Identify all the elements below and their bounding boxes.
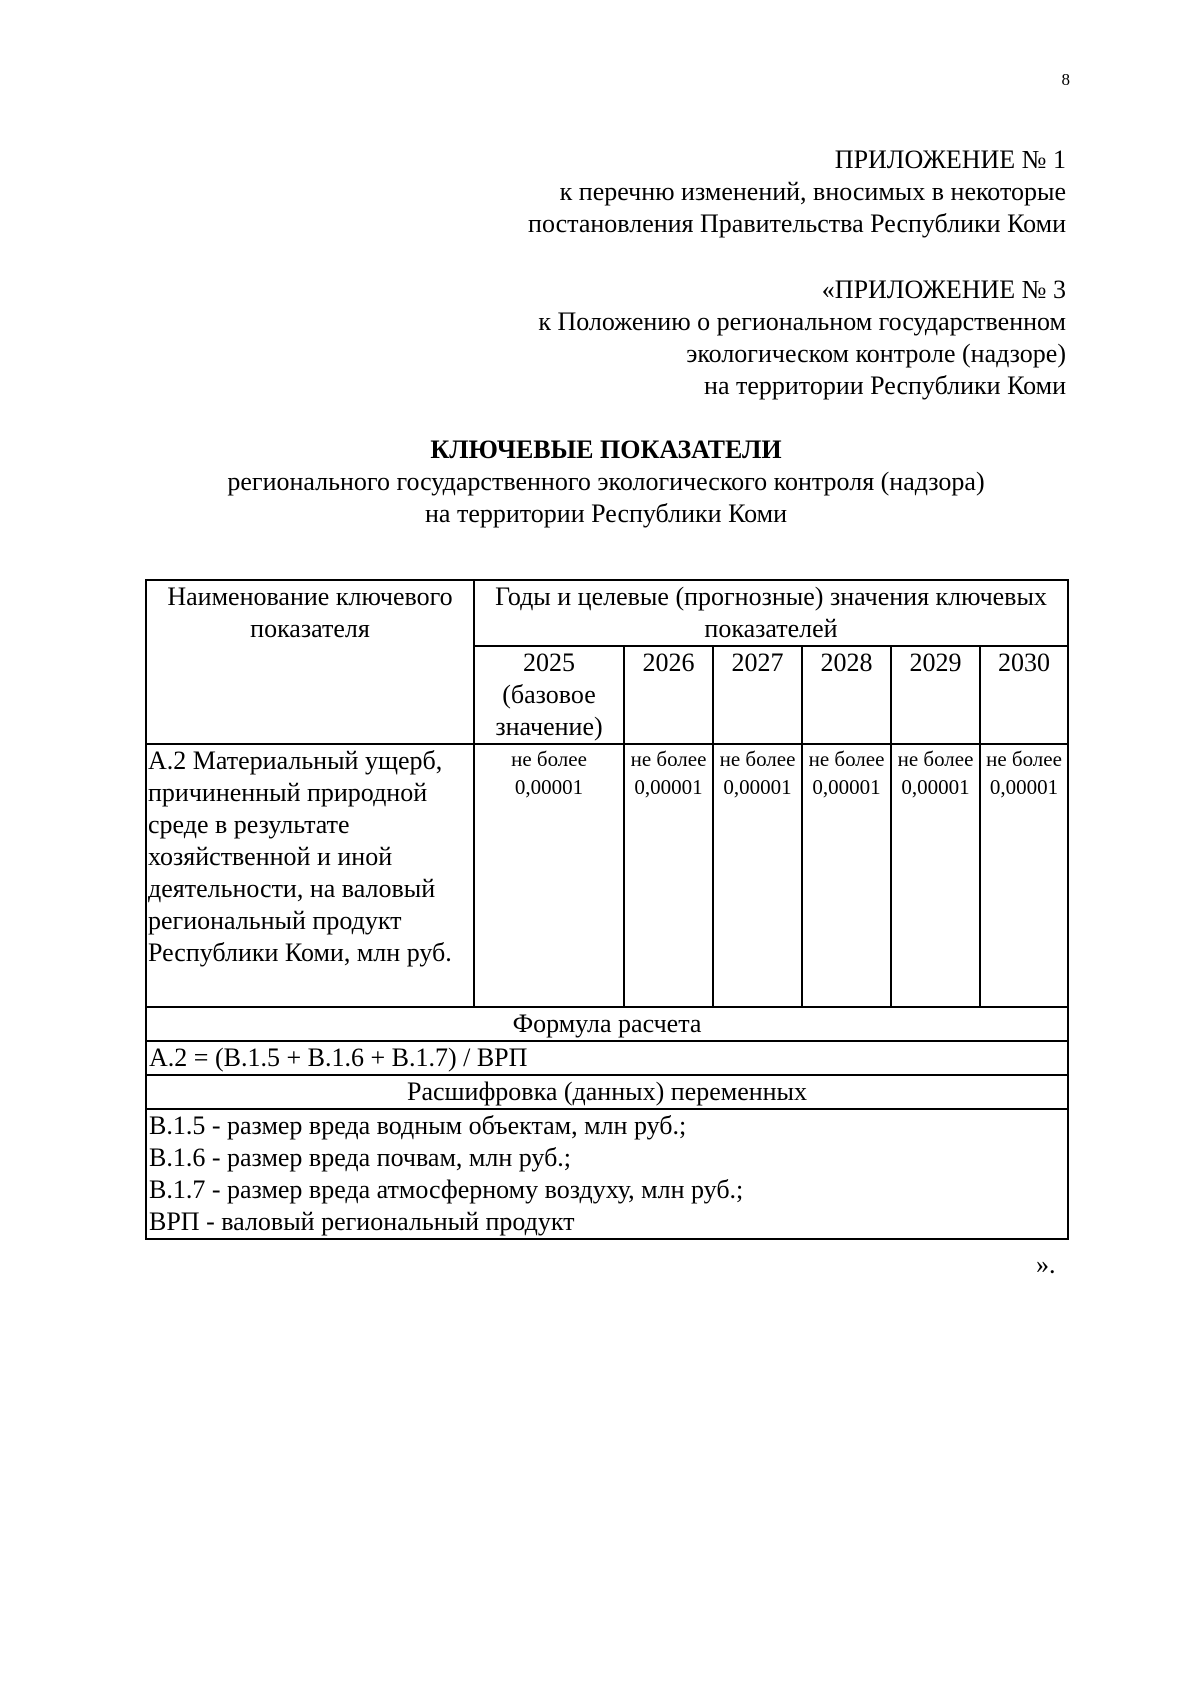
table-row	[146, 744, 1068, 1007]
year-cell: 2030	[980, 646, 1068, 744]
document-title	[146, 434, 1066, 530]
annex-1-line: к перечню изменений, вносимых в некоторые	[559, 177, 1066, 206]
year-cell: 2027	[713, 646, 802, 744]
value-cell: не более 0,00001	[891, 744, 980, 1007]
value-cell: не более 0,00001	[802, 744, 891, 1007]
closing-quote: ».	[1036, 1250, 1056, 1279]
title-subtitle: регионального государственного экологического контроля (надзора)	[227, 467, 985, 496]
annex-3-title: «ПРИЛОЖЕНИЕ № 3	[821, 275, 1066, 304]
annex-1-header	[528, 144, 1066, 240]
variable-item: В.1.5 - размер вреда водным объектам, млн руб.;	[149, 1111, 687, 1140]
annex-3-line: экологическом контроле (надзоре)	[686, 339, 1066, 368]
formula-row	[146, 1041, 1068, 1075]
variable-item: В.1.6 - размер вреда почвам, млн руб.;	[149, 1143, 572, 1172]
variable-item: ВРП - валовый региональный продукт	[149, 1207, 575, 1236]
variable-item: В.1.7 - размер вреда атмосферному воздуху, млн руб.;	[149, 1175, 744, 1204]
year-cell: 2029	[891, 646, 980, 744]
variables-row	[146, 1109, 1068, 1239]
title-subtitle: на территории Республики Коми	[425, 499, 787, 528]
annex-1-line: постановления Правительства Республики Коми	[528, 209, 1066, 238]
indicator-name: А.2 Материальный ущерб, причиненный природной среде в результате хозяйственной и иной деятельности, на валовый региональный продукт Республики Коми, млн руб.	[146, 744, 474, 1007]
value-cell: не более 0,00001	[624, 744, 713, 1007]
year-cell: 2025 (базовое значение)	[474, 646, 624, 744]
variables-header: Расшифровка (данных) переменных	[146, 1075, 1068, 1109]
formula: А.2 = (В.1.5 + В.1.6 + В.1.7) / ВРП	[146, 1041, 1068, 1075]
header-indicator-name: Наименование ключевого показателя	[146, 580, 474, 744]
variables-header-row	[146, 1075, 1068, 1109]
year-cell: 2026	[624, 646, 713, 744]
table-header-row	[146, 580, 1068, 646]
title-main: КЛЮЧЕВЫЕ ПОКАЗАТЕЛИ	[430, 435, 782, 464]
formula-header-row	[146, 1007, 1068, 1041]
annex-3-header	[538, 274, 1066, 402]
value-cell: не более 0,00001	[713, 744, 802, 1007]
variables-list	[146, 1109, 1068, 1239]
value-cell: не более 0,00001	[474, 744, 624, 1007]
header-years-values: Годы и целевые (прогнозные) значения ключевых показателей	[474, 580, 1068, 646]
formula-header: Формула расчета	[146, 1007, 1068, 1041]
annex-3-line: на территории Республики Коми	[704, 371, 1066, 400]
value-cell: не более 0,00001	[980, 744, 1068, 1007]
key-indicators-table	[145, 579, 1069, 1240]
page-number: 8	[1061, 70, 1070, 89]
annex-3-line: к Положению о региональном государственном	[538, 307, 1066, 336]
annex-1-title: ПРИЛОЖЕНИЕ № 1	[834, 145, 1066, 174]
year-cell: 2028	[802, 646, 891, 744]
